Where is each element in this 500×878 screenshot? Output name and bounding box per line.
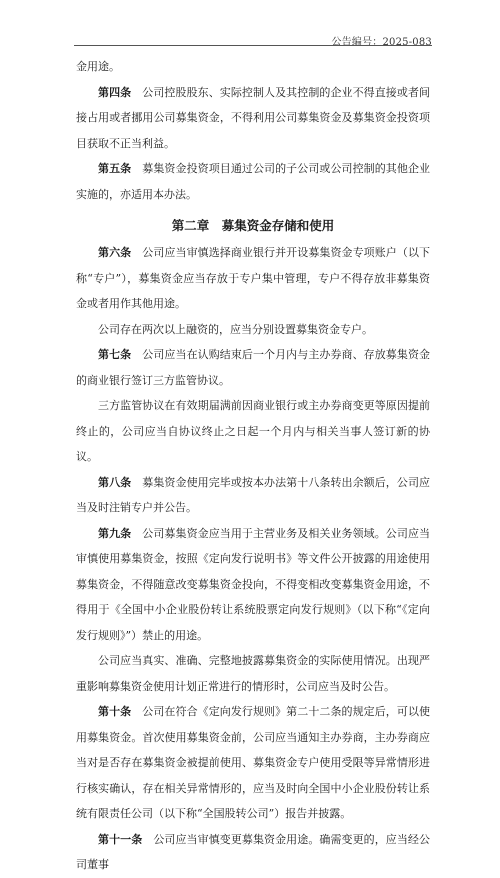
- article-10: [76, 699, 430, 827]
- paragraph-text: 三方监管协议在有效期届满前因商业银行或主办券商变更等原因提前终止的，公司应当自协议终止之日起一个月内与相关当事人签订新的协议。: [76, 399, 430, 463]
- paragraph-text: 公司应当真实、准确、完整地披露募集资金的实际使用情况。出现严重影响募集资金使用计划正常进行的情形时，公司应当及时公告。: [76, 654, 430, 693]
- article-text: 公司控股股东、实际控制人及其控制的企业不得直接或者间接占用或者挪用公司募集资金，不得利用公司募集资金及募集资金投资项目获取不正当利益。: [76, 85, 431, 150]
- article-text: 公司在符合《定向发行规则》第二十二条的规定后，可以使用募集资金。首次使用募集资金前，公司应当通知主办券商，主办券商应当对是否存在募集资金被提前使用、募集资金专户使用受限等异常情形进行核实确认，存在相关异常情形的，应当及时向全国中小企业股份转让系统有限责任公司（以下称“全国股转公司”）报告并披露。: [76, 705, 431, 820]
- article-number: 第十一条: [98, 832, 143, 846]
- article-text: 公司应当在认购结束后一个月内与主办券商、存放募集资金的商业银行签订三方监管协议。: [76, 348, 431, 387]
- article-text: 募集资金使用完毕或按本办法第十八条转出余额后，公司应当及时注销专户并公告。: [76, 475, 431, 514]
- article-11: [76, 827, 430, 878]
- article-4: [76, 80, 430, 157]
- paragraph-continuation: [76, 54, 430, 80]
- chapter-title: 第二章 募集资金存储和使用: [171, 218, 335, 233]
- article-text: 募集资金投资项目通过公司的子公司或公司控制的其他企业实施的，亦适用本办法。: [76, 162, 431, 201]
- article-text: 公司应当审慎变更募集资金用途。确需变更的，应当经公司董事: [76, 832, 431, 871]
- paragraph-text: 公司存在两次以上融资的，应当分别设置募集资金专户。: [98, 322, 373, 336]
- article-text: 公司应当审慎选择商业银行并开设募集资金专项账户（以下称“专户”），募集资金应当存放于专户集中管理，专户不得存放非募集资金或者用作其他用途。: [76, 246, 431, 310]
- page-header: [0, 0, 500, 48]
- paragraph: [76, 317, 430, 343]
- article-text: 公司募集资金应当用于主营业务及相关业务领域。公司应当审慎使用募集资金，按照《定向发行说明书》等文件公开披露的用途使用募集资金，不得随意改变募集资金投向，不得变相改变募集资金用途，不得用于《全国中小企业股份转让系统股票定向发行规则》（以下称“《定向发行规则》”）禁止的用途。: [76, 526, 431, 642]
- article-number: 第十条: [98, 705, 132, 718]
- article-5: [76, 156, 430, 207]
- header-divider: [74, 45, 432, 46]
- article-number: 第六条: [98, 246, 132, 259]
- article-9: [76, 521, 430, 649]
- article-number: 第九条: [98, 526, 132, 540]
- document-body: [76, 54, 430, 878]
- paragraph: [76, 648, 430, 699]
- article-number: 第五条: [98, 162, 132, 175]
- article-6: [76, 240, 430, 317]
- article-number: 第七条: [98, 348, 132, 361]
- notice-number: 公告编号：2025-083: [331, 37, 432, 48]
- paragraph: [76, 393, 430, 470]
- article-8: [76, 470, 430, 521]
- article-number: 第四条: [98, 85, 132, 99]
- paragraph-text: 金用途。: [76, 60, 120, 73]
- article-number: 第八条: [98, 475, 132, 489]
- article-7: [76, 342, 430, 393]
